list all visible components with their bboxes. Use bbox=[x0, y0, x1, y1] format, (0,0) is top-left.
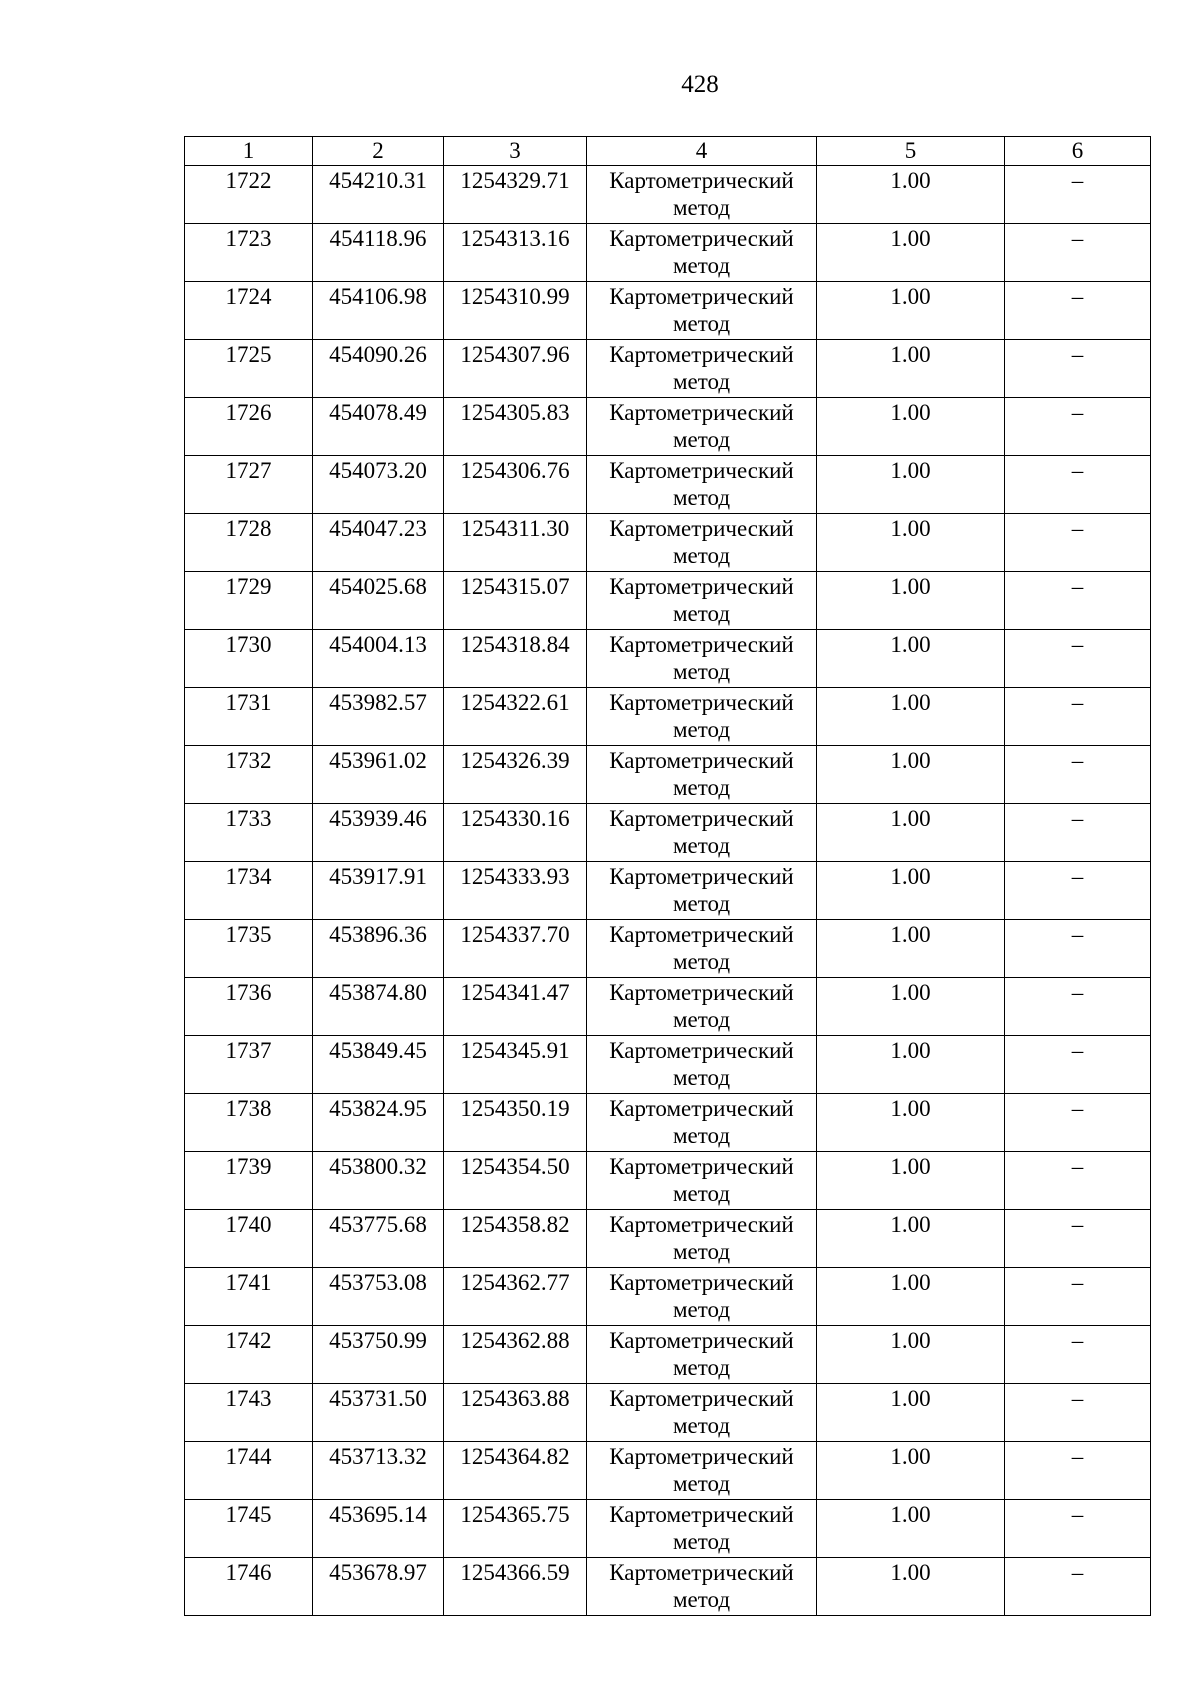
column-header-6: 6 bbox=[1005, 137, 1151, 166]
method-line-1: Картометрический bbox=[609, 168, 794, 193]
accuracy-cell: 1.00 bbox=[817, 514, 1005, 572]
method-line-2: метод bbox=[672, 1413, 731, 1438]
method-cell bbox=[587, 978, 817, 1036]
y-coordinate-cell: 1254315.07 bbox=[444, 572, 587, 630]
page-number: 428 bbox=[681, 71, 719, 98]
x-coordinate-cell: 453849.45 bbox=[313, 1036, 444, 1094]
table-row bbox=[185, 398, 1151, 456]
table-row bbox=[185, 1500, 1151, 1558]
y-coordinate-cell: 1254318.84 bbox=[444, 630, 587, 688]
method-cell bbox=[587, 1442, 817, 1500]
table-row bbox=[185, 746, 1151, 804]
x-coordinate-cell: 454090.26 bbox=[313, 340, 444, 398]
accuracy-cell: 1.00 bbox=[817, 1210, 1005, 1268]
method-cell bbox=[587, 514, 817, 572]
method-line-1: Картометрический bbox=[609, 632, 794, 657]
table-row bbox=[185, 1384, 1151, 1442]
method-line-1: Картометрический bbox=[609, 226, 794, 251]
method-line-2: метод bbox=[672, 833, 731, 858]
point-number-cell: 1742 bbox=[185, 1326, 313, 1384]
y-coordinate-cell: 1254310.99 bbox=[444, 282, 587, 340]
method-line-1: Картометрический bbox=[609, 1096, 794, 1121]
note-cell: – bbox=[1005, 920, 1151, 978]
accuracy-cell: 1.00 bbox=[817, 282, 1005, 340]
method-line-1: Картометрический bbox=[609, 458, 794, 483]
accuracy-cell: 1.00 bbox=[817, 746, 1005, 804]
table-row bbox=[185, 1152, 1151, 1210]
x-coordinate-cell: 454047.23 bbox=[313, 514, 444, 572]
x-coordinate-cell: 453695.14 bbox=[313, 1500, 444, 1558]
method-line-2: метод bbox=[672, 891, 731, 916]
method-line-2: метод bbox=[672, 1529, 731, 1554]
method-line-1: Картометрический bbox=[609, 342, 794, 367]
x-coordinate-cell: 453731.50 bbox=[313, 1384, 444, 1442]
method-line-1: Картометрический bbox=[609, 690, 794, 715]
table-row bbox=[185, 572, 1151, 630]
method-cell bbox=[587, 746, 817, 804]
point-number-cell: 1740 bbox=[185, 1210, 313, 1268]
method-cell bbox=[587, 862, 817, 920]
accuracy-cell: 1.00 bbox=[817, 166, 1005, 224]
table-row bbox=[185, 1558, 1151, 1616]
method-line-2: метод bbox=[672, 1587, 731, 1612]
method-line-2: метод bbox=[672, 717, 731, 742]
point-number-cell: 1741 bbox=[185, 1268, 313, 1326]
table-row bbox=[185, 804, 1151, 862]
table-row bbox=[185, 456, 1151, 514]
note-cell: – bbox=[1005, 224, 1151, 282]
method-line-2: метод bbox=[672, 775, 731, 800]
note-cell: – bbox=[1005, 166, 1151, 224]
x-coordinate-cell: 453775.68 bbox=[313, 1210, 444, 1268]
x-coordinate-cell: 453896.36 bbox=[313, 920, 444, 978]
method-line-1: Картометрический bbox=[609, 1038, 794, 1063]
y-coordinate-cell: 1254337.70 bbox=[444, 920, 587, 978]
y-coordinate-cell: 1254305.83 bbox=[444, 398, 587, 456]
point-number-cell: 1726 bbox=[185, 398, 313, 456]
method-cell bbox=[587, 340, 817, 398]
x-coordinate-cell: 453824.95 bbox=[313, 1094, 444, 1152]
method-line-2: метод bbox=[672, 1355, 731, 1380]
point-number-cell: 1734 bbox=[185, 862, 313, 920]
x-coordinate-cell: 453874.80 bbox=[313, 978, 444, 1036]
point-number-cell: 1744 bbox=[185, 1442, 313, 1500]
accuracy-cell: 1.00 bbox=[817, 1268, 1005, 1326]
method-cell bbox=[587, 804, 817, 862]
point-number-cell: 1723 bbox=[185, 224, 313, 282]
x-coordinate-cell: 454106.98 bbox=[313, 282, 444, 340]
method-line-2: метод bbox=[672, 427, 731, 452]
method-line-1: Картометрический bbox=[609, 1154, 794, 1179]
method-cell bbox=[587, 1384, 817, 1442]
note-cell: – bbox=[1005, 688, 1151, 746]
note-cell: – bbox=[1005, 282, 1151, 340]
note-cell: – bbox=[1005, 1152, 1151, 1210]
accuracy-cell: 1.00 bbox=[817, 1384, 1005, 1442]
x-coordinate-cell: 453713.32 bbox=[313, 1442, 444, 1500]
method-line-2: метод bbox=[672, 1065, 731, 1090]
point-number-cell: 1743 bbox=[185, 1384, 313, 1442]
accuracy-cell: 1.00 bbox=[817, 862, 1005, 920]
accuracy-cell: 1.00 bbox=[817, 1094, 1005, 1152]
point-number-cell: 1735 bbox=[185, 920, 313, 978]
table-row bbox=[185, 514, 1151, 572]
accuracy-cell: 1.00 bbox=[817, 630, 1005, 688]
accuracy-cell: 1.00 bbox=[817, 340, 1005, 398]
method-cell bbox=[587, 456, 817, 514]
table-row bbox=[185, 1210, 1151, 1268]
method-line-2: метод bbox=[672, 1007, 731, 1032]
method-cell bbox=[587, 1500, 817, 1558]
accuracy-cell: 1.00 bbox=[817, 572, 1005, 630]
method-line-2: метод bbox=[672, 485, 731, 510]
accuracy-cell: 1.00 bbox=[817, 456, 1005, 514]
method-line-1: Картометрический bbox=[609, 864, 794, 889]
method-line-1: Картометрический bbox=[609, 1444, 794, 1469]
table-row bbox=[185, 1442, 1151, 1500]
method-cell bbox=[587, 688, 817, 746]
note-cell: – bbox=[1005, 1500, 1151, 1558]
y-coordinate-cell: 1254363.88 bbox=[444, 1384, 587, 1442]
method-line-1: Картометрический bbox=[609, 1270, 794, 1295]
table-row bbox=[185, 1268, 1151, 1326]
point-number-cell: 1737 bbox=[185, 1036, 313, 1094]
method-line-1: Картометрический bbox=[609, 980, 794, 1005]
y-coordinate-cell: 1254326.39 bbox=[444, 746, 587, 804]
method-cell bbox=[587, 572, 817, 630]
method-line-1: Картометрический bbox=[609, 748, 794, 773]
accuracy-cell: 1.00 bbox=[817, 1036, 1005, 1094]
note-cell: – bbox=[1005, 1036, 1151, 1094]
note-cell: – bbox=[1005, 1210, 1151, 1268]
x-coordinate-cell: 453753.08 bbox=[313, 1268, 444, 1326]
note-cell: – bbox=[1005, 572, 1151, 630]
method-cell bbox=[587, 398, 817, 456]
method-line-1: Картометрический bbox=[609, 1560, 794, 1585]
table-row bbox=[185, 224, 1151, 282]
table-row bbox=[185, 688, 1151, 746]
accuracy-cell: 1.00 bbox=[817, 398, 1005, 456]
note-cell: – bbox=[1005, 1384, 1151, 1442]
table-row bbox=[185, 920, 1151, 978]
y-coordinate-cell: 1254345.91 bbox=[444, 1036, 587, 1094]
method-line-2: метод bbox=[672, 1181, 731, 1206]
method-cell bbox=[587, 282, 817, 340]
method-line-2: метод bbox=[672, 1123, 731, 1148]
method-line-2: метод bbox=[672, 1297, 731, 1322]
point-number-cell: 1731 bbox=[185, 688, 313, 746]
coordinates-table bbox=[184, 136, 1151, 1616]
column-header-4: 4 bbox=[587, 137, 817, 166]
x-coordinate-cell: 454025.68 bbox=[313, 572, 444, 630]
point-number-cell: 1724 bbox=[185, 282, 313, 340]
point-number-cell: 1729 bbox=[185, 572, 313, 630]
table-row bbox=[185, 862, 1151, 920]
note-cell: – bbox=[1005, 1268, 1151, 1326]
y-coordinate-cell: 1254330.16 bbox=[444, 804, 587, 862]
column-header-1: 1 bbox=[185, 137, 313, 166]
y-coordinate-cell: 1254306.76 bbox=[444, 456, 587, 514]
method-cell bbox=[587, 166, 817, 224]
method-cell bbox=[587, 224, 817, 282]
accuracy-cell: 1.00 bbox=[817, 1558, 1005, 1616]
method-cell bbox=[587, 1268, 817, 1326]
table-row bbox=[185, 1094, 1151, 1152]
point-number-cell: 1722 bbox=[185, 166, 313, 224]
table-row bbox=[185, 978, 1151, 1036]
y-coordinate-cell: 1254362.88 bbox=[444, 1326, 587, 1384]
point-number-cell: 1730 bbox=[185, 630, 313, 688]
table-row bbox=[185, 630, 1151, 688]
note-cell: – bbox=[1005, 1094, 1151, 1152]
x-coordinate-cell: 454078.49 bbox=[313, 398, 444, 456]
point-number-cell: 1732 bbox=[185, 746, 313, 804]
x-coordinate-cell: 453800.32 bbox=[313, 1152, 444, 1210]
table-header-row bbox=[185, 137, 1151, 166]
method-line-2: метод bbox=[672, 949, 731, 974]
accuracy-cell: 1.00 bbox=[817, 224, 1005, 282]
point-number-cell: 1727 bbox=[185, 456, 313, 514]
table-body bbox=[185, 166, 1151, 1616]
note-cell: – bbox=[1005, 456, 1151, 514]
y-coordinate-cell: 1254322.61 bbox=[444, 688, 587, 746]
method-cell bbox=[587, 630, 817, 688]
x-coordinate-cell: 454118.96 bbox=[313, 224, 444, 282]
point-number-cell: 1728 bbox=[185, 514, 313, 572]
note-cell: – bbox=[1005, 1326, 1151, 1384]
method-cell bbox=[587, 1152, 817, 1210]
point-number-cell: 1739 bbox=[185, 1152, 313, 1210]
x-coordinate-cell: 453961.02 bbox=[313, 746, 444, 804]
note-cell: – bbox=[1005, 340, 1151, 398]
y-coordinate-cell: 1254350.19 bbox=[444, 1094, 587, 1152]
x-coordinate-cell: 454073.20 bbox=[313, 456, 444, 514]
method-line-1: Картометрический bbox=[609, 1502, 794, 1527]
note-cell: – bbox=[1005, 746, 1151, 804]
y-coordinate-cell: 1254307.96 bbox=[444, 340, 587, 398]
note-cell: – bbox=[1005, 398, 1151, 456]
method-line-1: Картометрический bbox=[609, 922, 794, 947]
y-coordinate-cell: 1254365.75 bbox=[444, 1500, 587, 1558]
point-number-cell: 1738 bbox=[185, 1094, 313, 1152]
method-line-2: метод bbox=[672, 311, 731, 336]
point-number-cell: 1736 bbox=[185, 978, 313, 1036]
y-coordinate-cell: 1254366.59 bbox=[444, 1558, 587, 1616]
y-coordinate-cell: 1254313.16 bbox=[444, 224, 587, 282]
y-coordinate-cell: 1254364.82 bbox=[444, 1442, 587, 1500]
note-cell: – bbox=[1005, 514, 1151, 572]
column-header-2: 2 bbox=[313, 137, 444, 166]
y-coordinate-cell: 1254329.71 bbox=[444, 166, 587, 224]
x-coordinate-cell: 454004.13 bbox=[313, 630, 444, 688]
table-row bbox=[185, 1326, 1151, 1384]
x-coordinate-cell: 453939.46 bbox=[313, 804, 444, 862]
y-coordinate-cell: 1254341.47 bbox=[444, 978, 587, 1036]
method-cell bbox=[587, 1558, 817, 1616]
accuracy-cell: 1.00 bbox=[817, 920, 1005, 978]
method-cell bbox=[587, 920, 817, 978]
accuracy-cell: 1.00 bbox=[817, 1442, 1005, 1500]
method-line-2: метод bbox=[672, 659, 731, 684]
method-line-1: Картометрический bbox=[609, 516, 794, 541]
method-line-1: Картометрический bbox=[609, 1328, 794, 1353]
note-cell: – bbox=[1005, 804, 1151, 862]
method-line-1: Картометрический bbox=[609, 400, 794, 425]
method-line-1: Картометрический bbox=[609, 806, 794, 831]
x-coordinate-cell: 453678.97 bbox=[313, 1558, 444, 1616]
point-number-cell: 1745 bbox=[185, 1500, 313, 1558]
point-number-cell: 1733 bbox=[185, 804, 313, 862]
table-row bbox=[185, 1036, 1151, 1094]
y-coordinate-cell: 1254311.30 bbox=[444, 514, 587, 572]
method-cell bbox=[587, 1210, 817, 1268]
method-cell bbox=[587, 1094, 817, 1152]
method-line-2: метод bbox=[672, 1239, 731, 1264]
y-coordinate-cell: 1254358.82 bbox=[444, 1210, 587, 1268]
x-coordinate-cell: 453917.91 bbox=[313, 862, 444, 920]
accuracy-cell: 1.00 bbox=[817, 1500, 1005, 1558]
column-header-5: 5 bbox=[817, 137, 1005, 166]
method-line-1: Картометрический bbox=[609, 574, 794, 599]
accuracy-cell: 1.00 bbox=[817, 1152, 1005, 1210]
x-coordinate-cell: 453982.57 bbox=[313, 688, 444, 746]
method-cell bbox=[587, 1326, 817, 1384]
accuracy-cell: 1.00 bbox=[817, 978, 1005, 1036]
method-line-2: метод bbox=[672, 601, 731, 626]
method-line-1: Картометрический bbox=[609, 284, 794, 309]
note-cell: – bbox=[1005, 862, 1151, 920]
method-line-2: метод bbox=[672, 253, 731, 278]
method-line-2: метод bbox=[672, 195, 731, 220]
note-cell: – bbox=[1005, 1442, 1151, 1500]
y-coordinate-cell: 1254333.93 bbox=[444, 862, 587, 920]
table-row bbox=[185, 340, 1151, 398]
point-number-cell: 1746 bbox=[185, 1558, 313, 1616]
accuracy-cell: 1.00 bbox=[817, 804, 1005, 862]
y-coordinate-cell: 1254354.50 bbox=[444, 1152, 587, 1210]
table-row bbox=[185, 282, 1151, 340]
method-line-2: метод bbox=[672, 369, 731, 394]
method-line-1: Картометрический bbox=[609, 1212, 794, 1237]
y-coordinate-cell: 1254362.77 bbox=[444, 1268, 587, 1326]
accuracy-cell: 1.00 bbox=[817, 688, 1005, 746]
method-line-1: Картометрический bbox=[609, 1386, 794, 1411]
note-cell: – bbox=[1005, 978, 1151, 1036]
column-header-3: 3 bbox=[444, 137, 587, 166]
method-line-2: метод bbox=[672, 1471, 731, 1496]
method-line-2: метод bbox=[672, 543, 731, 568]
method-cell bbox=[587, 1036, 817, 1094]
note-cell: – bbox=[1005, 630, 1151, 688]
note-cell: – bbox=[1005, 1558, 1151, 1616]
accuracy-cell: 1.00 bbox=[817, 1326, 1005, 1384]
x-coordinate-cell: 454210.31 bbox=[313, 166, 444, 224]
point-number-cell: 1725 bbox=[185, 340, 313, 398]
x-coordinate-cell: 453750.99 bbox=[313, 1326, 444, 1384]
table-row bbox=[185, 166, 1151, 224]
